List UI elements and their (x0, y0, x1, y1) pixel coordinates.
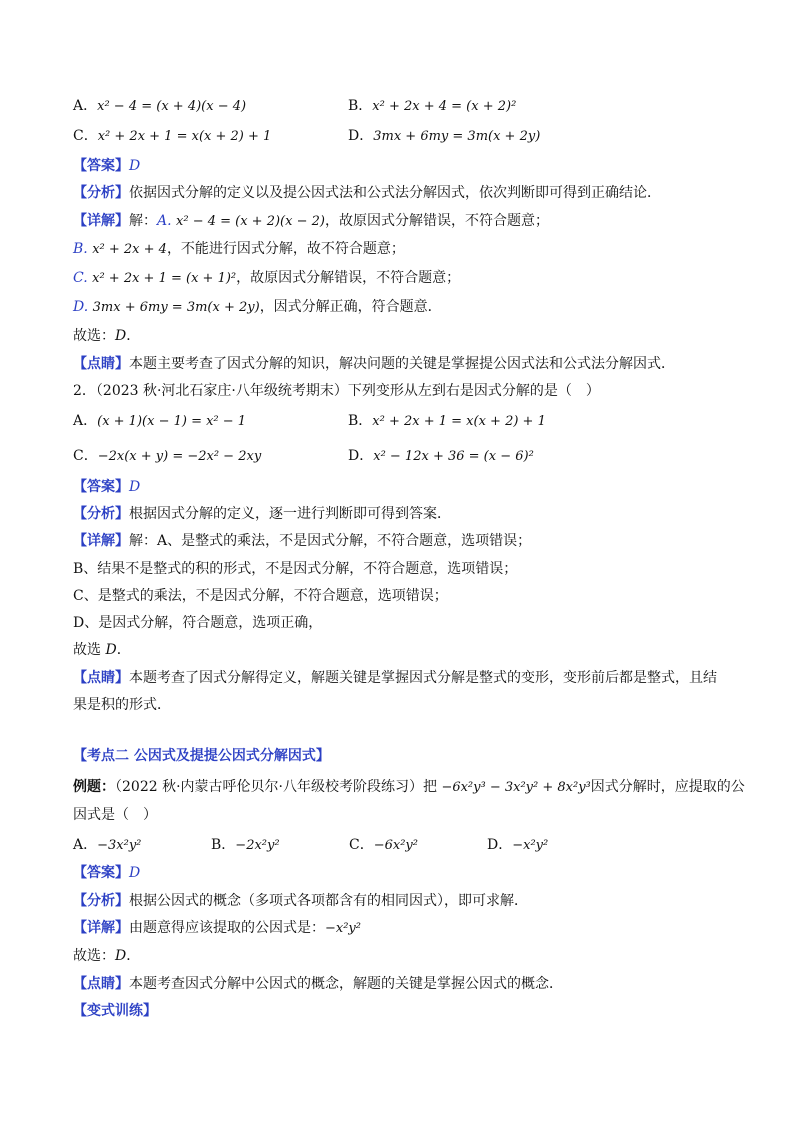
q2-option-a: A．(x + 1)(x − 1) = x² − 1 (73, 413, 247, 429)
section2-training-heading: 【变式训练】 (73, 1003, 157, 1019)
q1-detail-c: C. x² + 2x + 1 = (x + 1)²，故原因式分解错误，不符合题意； (73, 270, 461, 286)
q1-option-d: D．3mx + 6my = 3m(x + 2y) (348, 128, 541, 144)
q2-option-d: D．x² − 12x + 36 = (x − 6)² (348, 448, 534, 464)
section2-option-a: A．−3x²y² (73, 837, 142, 853)
q2-comment-1: 【点睛】本题考查了因式分解得定义，解题关键是掌握因式分解是整式的变形，变形前后都是整式，且结 (73, 670, 717, 686)
section2-answer: 【答案】D (73, 865, 141, 881)
q1-option-b: B．x² + 2x + 4 = (x + 2)² (348, 98, 517, 114)
section2-option-c: C．−6x²y² (349, 837, 418, 853)
section2-options (73, 835, 723, 856)
section2-detail: 【详解】由题意得应该提取的公因式是：−x²y² (73, 920, 361, 936)
q1-options-row-1 (73, 96, 723, 117)
q1-detail-a: 【详解】解：A. x² − 4 = (x + 2)(x − 2)，故原因式分解错误，不符合题意； (73, 213, 549, 229)
q1-detail-d: D. 3mx + 6my = 3m(x + 2y)，因式分解正确，符合题意． (73, 299, 442, 315)
section2-example-line-2: 因式是（ ） (73, 807, 157, 823)
q1-option-c: C．x² + 2x + 1 = x(x + 2) + 1 (73, 128, 272, 144)
q1-analysis: 【分析】依据因式分解的定义以及提公因式法和公式法分解因式，依次判断即可得到正确结论． (73, 185, 661, 201)
section2-option-b: B．−2x²y² (211, 837, 280, 853)
q2-comment-2: 果是积的形式． (73, 697, 171, 713)
q1-answer: 【答案】D (73, 158, 141, 174)
q2-options-row-2 (73, 446, 723, 467)
q1-comment: 【点睛】本题主要考查了因式分解的知识，解决问题的关键是掌握提公因式法和公式法分解因式． (73, 356, 675, 372)
q2-choose: 故选 D． (73, 642, 131, 658)
section2-title: 【考点二 公因式及提提公因式分解因式】 (73, 748, 330, 764)
q2-option-c: C．−2x(x + y) = −2x² − 2xy (73, 448, 262, 464)
q2-detail-4: D、是因式分解，符合题意，选项正确， (73, 615, 323, 631)
section2-analysis: 【分析】根据公因式的概念（多项式各项都含有的相同因式），即可求解． (73, 893, 528, 909)
q2-detail-1: 【详解】解：A、是整式的乘法，不是因式分解，不符合题意，选项错误； (73, 533, 532, 549)
q2-option-b: B．x² + 2x + 1 = x(x + 2) + 1 (348, 413, 546, 429)
section2-comment: 【点睛】本题考查因式分解中公因式的概念，解题的关键是掌握公因式的概念． (73, 976, 563, 992)
q2-detail-3: C、是整式的乘法，不是因式分解，不符合题意，选项错误； (73, 588, 448, 604)
q2-analysis: 【分析】根据因式分解的定义，逐一进行判断即可得到答案． (73, 506, 451, 522)
section2-choose: 故选：D． (73, 948, 141, 964)
section2-option-d: D．−x²y² (487, 837, 549, 853)
q2-stem: 2．（2023 秋·河北石家庄·八年级统考期末）下列变形从左到右是因式分解的是（ ） (73, 383, 600, 399)
q2-answer: 【答案】D (73, 479, 141, 495)
q2-detail-2: B、结果不是整式的积的形式，不是因式分解，不符合题意，选项错误； (73, 561, 518, 577)
q1-options-row-2 (73, 126, 723, 147)
q2-options-row-1 (73, 411, 723, 432)
q1-detail-b: B. x² + 2x + 4，不能进行因式分解，故不符合题意； (73, 241, 405, 257)
q1-choose: 故选：D． (73, 328, 141, 344)
section2-example-line-1: 例题：（2022 秋·内蒙古呼伦贝尔·八年级校考阶段练习）把 −6x²y³ − 3x²y² + 8x²y³因式分解时，应提取的公 (73, 779, 745, 795)
q1-option-a: A．x² − 4 = (x + 4)(x − 4) (73, 98, 247, 114)
